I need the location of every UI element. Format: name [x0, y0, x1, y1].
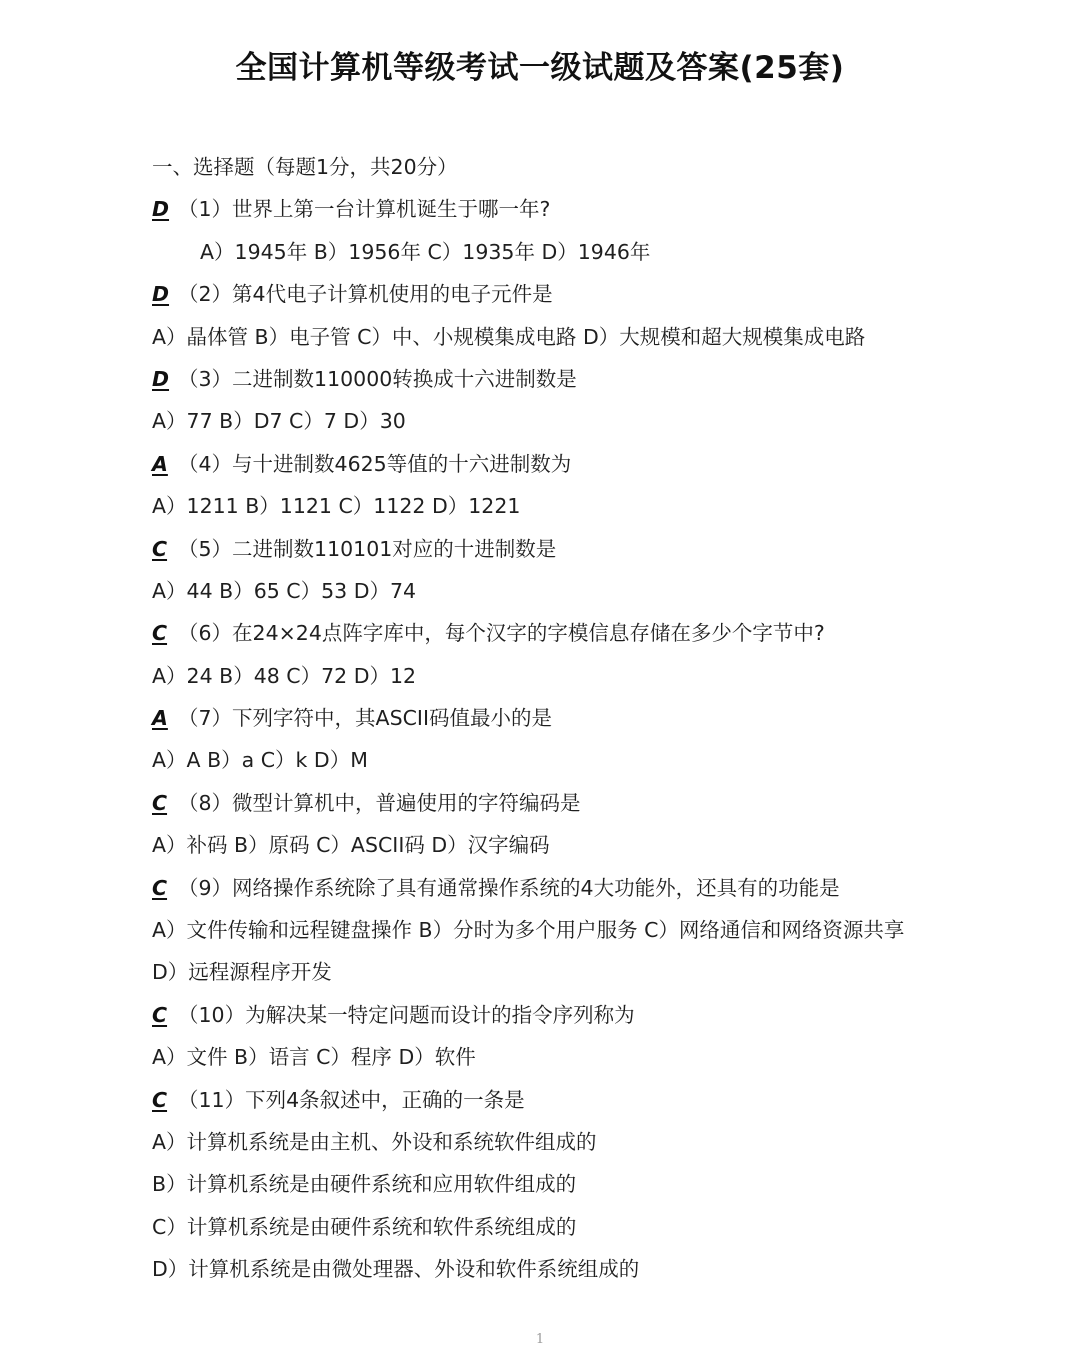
question-text: （10）为解决某一特定问题而设计的指令序列称为	[178, 1002, 635, 1027]
section-heading: 一、选择题（每题1分，共20分）	[152, 155, 458, 179]
question-line	[152, 782, 1032, 824]
option-text: D）计算机系统是由微处理器、外设和软件系统组成的	[152, 1257, 640, 1282]
option-line	[152, 485, 1032, 527]
option-line	[152, 951, 1032, 993]
question-line	[152, 188, 1032, 230]
option-text: A）文件 B）语言 C）程序 D）软件	[152, 1045, 476, 1070]
question-text: （1）世界上第一台计算机诞生于哪一年?	[178, 197, 551, 222]
option-text: B）计算机系统是由硬件系统和应用软件组成的	[152, 1172, 577, 1197]
option-text: C）计算机系统是由硬件系统和软件系统组成的	[152, 1214, 577, 1239]
page-title: 全国计算机等级考试一级试题及答案(25套)	[235, 50, 845, 86]
question-line	[152, 273, 1032, 315]
answer-mark: A	[152, 706, 168, 731]
option-text: A）文件传输和远程键盘操作 B）分时为多个用户服务 C）网络通信和网络资源共享	[152, 918, 905, 943]
question-line	[152, 697, 1032, 739]
answer-mark: C	[152, 1087, 168, 1112]
option-text: A）A B）a C）k D）M	[152, 748, 368, 773]
option-text: A）24 B）48 C）72 D）12	[152, 663, 417, 688]
answer-mark: C	[152, 790, 168, 815]
option-line	[152, 1248, 1032, 1290]
option-text: A）77 B）D7 C）7 D）30	[152, 409, 406, 434]
question-line	[152, 867, 1032, 909]
option-line	[152, 316, 1032, 358]
option-text: D）远程源程序开发	[152, 960, 332, 985]
answer-mark: C	[152, 536, 168, 561]
option-text: A）计算机系统是由主机、外设和系统软件组成的	[152, 1129, 597, 1154]
question-text: （6）在24×24点阵字库中，每个汉字的字模信息存储在多少个字节中?	[178, 621, 825, 646]
answer-mark: D	[152, 282, 170, 307]
answer-mark: C	[152, 621, 168, 646]
option-text: A）补码 B）原码 C）ASCII码 D）汉字编码	[152, 833, 550, 858]
question-text: （3）二进制数110000转换成十六进制数是	[178, 366, 577, 391]
answer-mark: D	[152, 197, 170, 222]
question-line	[152, 443, 1032, 485]
option-line	[152, 1206, 1032, 1248]
question-list	[152, 146, 1032, 1291]
question-line	[152, 358, 1032, 400]
question-line	[152, 1079, 1032, 1121]
answer-mark: D	[152, 366, 170, 391]
question-lines	[152, 188, 1032, 1290]
option-line	[152, 400, 1032, 442]
question-line	[152, 612, 1032, 654]
option-text: A）晶体管 B）电子管 C）中、小规模集成电路 D）大规模和超大规模集成电路	[152, 324, 866, 349]
question-text: （7）下列字符中，其ASCII码值最小的是	[178, 706, 552, 731]
option-text: A）1945年 B）1956年 C）1935年 D）1946年	[200, 239, 651, 264]
option-text: A）44 B）65 C）53 D）74	[152, 578, 417, 603]
option-line	[152, 1036, 1032, 1078]
option-line	[152, 1163, 1032, 1205]
option-line	[152, 824, 1032, 866]
option-line	[152, 570, 1032, 612]
question-line	[152, 994, 1032, 1036]
option-line	[152, 231, 1032, 273]
answer-mark: C	[152, 1002, 168, 1027]
question-text: （2）第4代电子计算机使用的电子元件是	[178, 282, 553, 307]
question-text: （4）与十进制数4625等值的十六进制数为	[178, 451, 572, 476]
option-line	[152, 909, 1032, 951]
option-line	[152, 655, 1032, 697]
option-line	[152, 1121, 1032, 1163]
page-number: 1	[535, 1332, 545, 1347]
question-text: （11）下列4条叙述中，正确的一条是	[178, 1087, 525, 1112]
option-line	[152, 739, 1032, 781]
question-text: （8）微型计算机中，普遍使用的字符编码是	[178, 790, 581, 815]
answer-mark: A	[152, 451, 168, 476]
answer-mark: C	[152, 875, 168, 900]
question-line	[152, 528, 1032, 570]
option-text: A）1211 B）1121 C）1122 D）1221	[152, 494, 521, 519]
question-text: （5）二进制数110101对应的十进制数是	[178, 536, 557, 561]
question-text: （9）网络操作系统除了具有通常操作系统的4大功能外，还具有的功能是	[178, 875, 840, 900]
